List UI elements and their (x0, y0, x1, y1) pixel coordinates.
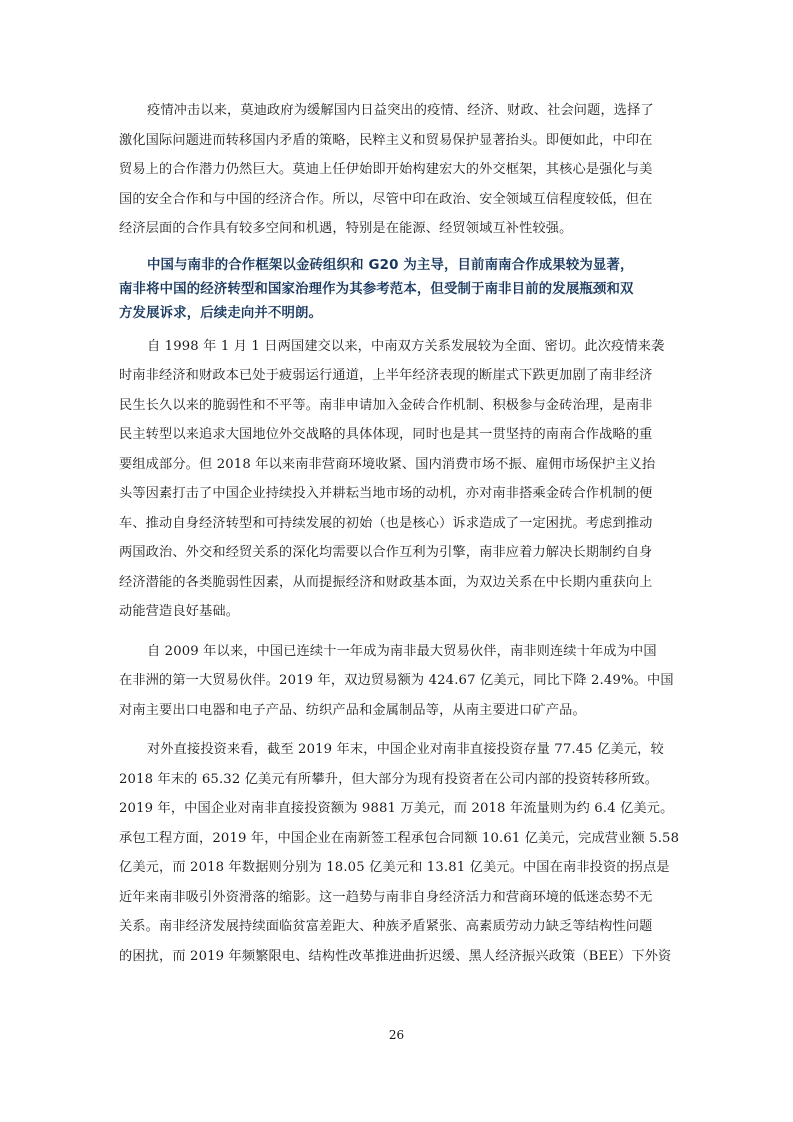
text-line: 动能营造良好基础。 (119, 604, 240, 619)
heading-line: 南非将中国的经济转型和国家治理作为其参考范本，但受制于南非目前的发展瓶颈和双 (119, 281, 634, 297)
text-line: 亿美元，而 2018 年数据则分别为 18.05 亿美元和 13.81 亿美元。中国在南非投资的拐点是 (119, 860, 670, 875)
text-line: 激化国际问题进而转移国内矛盾的策略，民粹主义和贸易保护显著抬头。即便如此，中印在 (119, 132, 653, 148)
text-line: 两国政治、外交和经贸关系的深化均需要以合作互利为引擎，南非应着力解决长期制约自身 (119, 545, 653, 560)
section-heading (119, 254, 673, 326)
text-line: 民主转型以来追求大国地位外交战略的具体体现，同时也是其一贯坚持的南南合作战略的重 (119, 427, 653, 442)
heading-line: 方发展诉求，后续走向并不明朗。 (119, 305, 323, 321)
text-line: 贸易上的合作潜力仍然巨大。莫迪上任伊始即开始构建宏大的外交框架，其核心是强化与美 (119, 162, 653, 177)
text-line: 对外直接投资来看，截至 2019 年末，中国企业对南非直接投资存量 77.45 亿美元，较 (147, 742, 664, 757)
text-line: 自 1998 年 1 月 1 日两国建交以来，中南双方关系发展较为全面、密切。此次疫情来袭 (147, 338, 665, 354)
text-line: 要组成部分。但 2018 年以来南非营商环境收紧、国内消费市场不振、雇佣市场保护主义抬 (119, 456, 656, 472)
document-body (119, 96, 680, 981)
text-line: 对南主要出口电器和电子产品、纺织产品和金属制品等，从南主要进口矿产品。 (119, 702, 586, 718)
paragraph-trade (119, 637, 673, 726)
paragraph-india-cooperation (119, 96, 673, 244)
text-line: 2018 年末的 65.32 亿美元有所攀升，但大部分为现有投资者在公司内部的投资转移所致。 (119, 771, 659, 787)
text-line: 2019 年，中国企业对南非直接投资额为 9881 万美元，而 2018 年流量则为约 6.4 亿美元。 (119, 801, 674, 816)
text-line: 的困扰，而 2019 年频繁限电、结构性改革推进曲折迟缓、黑人经济振兴政策（BEE）下外资 (119, 948, 672, 964)
text-line: 时南非经济和财政本已处于疲弱运行通道，上半年经济表现的断崖式下跌更加剧了南非经济 (119, 368, 653, 383)
text-line: 自 2009 年以来，中国已连续十一年成为南非最大贸易伙伴，南非则连续十年成为中国 (147, 643, 657, 659)
text-line: 民生长久以来的脆弱性和不平等。南非申请加入金砖合作机制、积极参与金砖治理，是南非 (119, 397, 653, 413)
text-line: 承包工程方面，2019 年，中国企业在南新签工程承包合同额 10.61 亿美元，完成营业额 5.58 (119, 830, 680, 846)
text-line: 经济层面的合作具有较多空间和机遇，特别是在能源、经贸领域互补性较强。 (119, 221, 573, 236)
paragraph-bilateral-relations (119, 332, 673, 627)
heading-line: 中国与南非的合作框架以金砖组织和 G20 为主导，目前南南合作成果较为显著， (147, 257, 634, 273)
text-line: 车、推动自身经济转型和可持续发展的初始（也是核心）诉求造成了一定困扰。考虑到推动 (119, 515, 653, 531)
text-line: 在非洲的第一大贸易伙伴。2019 年，双边贸易额为 424.67 亿美元，同比下降 2.49%。中国 (119, 673, 674, 688)
text-line: 头等因素打击了中国企业持续投入并耕耘当地市场的动机，亦对南非搭乘金砖合作机制的便 (119, 486, 653, 501)
text-line: 国的安全合作和与中国的经济合作。所以，尽管中印在政治、安全领域互信程度较低，但在 (119, 191, 653, 207)
text-line: 经济潜能的各类脆弱性因素，从而提振经济和财政基本面，为双边关系在中长期内重获向上 (119, 574, 653, 590)
text-line: 近年来南非吸引外资滑落的缩影。这一趋势与南非自身经济活力和营商环境的低迷态势不无 (119, 889, 653, 905)
paragraph-investment (119, 735, 680, 971)
page-number: 26 (388, 1028, 405, 1042)
text-line: 疫情冲击以来，莫迪政府为缓解国内日益突出的疫情、经济、财政、社会问题，选择了 (147, 103, 654, 118)
text-line: 关系。南非经济发展持续面临贫富差距大、种族矛盾紧张、高素质劳动力缺乏等结构性问题 (119, 919, 653, 934)
